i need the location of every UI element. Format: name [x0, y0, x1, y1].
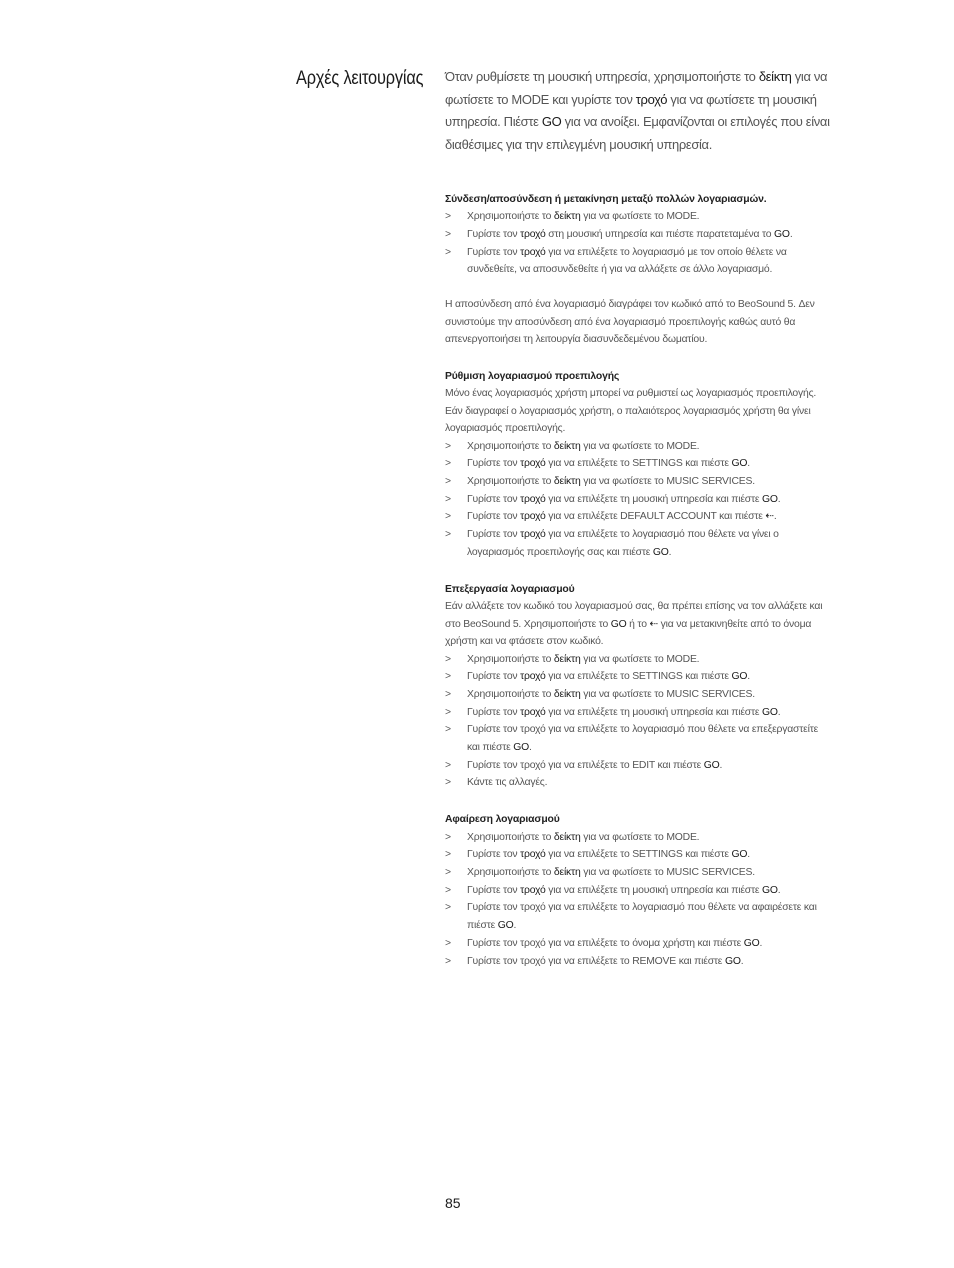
step-marker: >: [445, 511, 451, 523]
step-marker: >: [445, 759, 451, 771]
emphasis-term: GO: [541, 114, 562, 130]
step-item: > Γυρίστε τον τροχό για να επιλέξετε το SETTINGS και πιέστε GO.: [445, 668, 830, 686]
emphasis-term: δείκτη: [553, 476, 581, 488]
emphasis-term: GO: [652, 546, 669, 558]
step-marker: >: [445, 493, 451, 505]
emphasis-term: τροχό: [520, 458, 546, 470]
step-marker: >: [445, 246, 451, 258]
step-item: > Γυρίστε τον τροχό για να επιλέξετε το λογαριασμό με τον οποίο θέλετε να συνδεθείτε, να αποσυνδεθείτε ή για να αλλάξετε σε άλλο λογαριασμό.: [445, 244, 830, 279]
emphasis-term: GO: [762, 706, 778, 718]
step-item: > Γυρίστε τον τροχό για να επιλέξετε τη μουσική υπηρεσία και πιέστε GO.: [445, 882, 830, 900]
emphasis-term: δείκτη: [553, 653, 581, 665]
step-item: > Κάντε τις αλλαγές.: [445, 774, 830, 792]
step-list: [445, 651, 830, 793]
section-heading: Επεξεργασία λογαριασμού: [445, 583, 575, 595]
emphasis-term: GO: [513, 742, 529, 754]
section-title: Αρχές λειτουργίας: [296, 68, 424, 89]
step-marker: >: [445, 671, 451, 683]
step-item: > Γυρίστε τον τροχό για να επιλέξετε το λογαριασμό που θέλετε να επεξεργαστείτε και πιέστε GO.: [445, 721, 830, 756]
section-remove-account: [445, 811, 830, 970]
step-marker: >: [445, 211, 451, 223]
step-marker: >: [445, 902, 451, 914]
step-item: > Χρησιμοποιήστε το δείκτη για να φωτίσετε το MODE.: [445, 438, 830, 456]
step-list: [445, 829, 830, 971]
step-item: > Γυρίστε τον τροχό για να επιλέξετε το όνομα χρήστη και πιέστε GO.: [445, 935, 830, 953]
step-item: > Χρησιμοποιήστε το δείκτη για να φωτίσετε το MUSIC SERVICES.: [445, 473, 830, 491]
emphasis-term: GO: [497, 920, 514, 932]
step-item: > Γυρίστε τον τροχό για να επιλέξετε το λογαριασμό που θέλετε να γίνει ο λογαριασμός προεπιλογής σας και πιέστε GO.: [445, 526, 830, 561]
step-marker: >: [445, 777, 451, 789]
step-item: > Χρησιμοποιήστε το δείκτη για να φωτίσετε το MODE.: [445, 651, 830, 669]
step-marker: >: [445, 688, 451, 700]
emphasis-term: τροχό: [635, 91, 668, 107]
emphasis-term: τροχό: [520, 246, 546, 258]
step-marker: >: [445, 458, 451, 470]
step-marker: >: [445, 724, 451, 736]
step-item: > Γυρίστε τον τροχό για να επιλέξετε τη μουσική υπηρεσία και πιέστε GO.: [445, 704, 830, 722]
step-list: [445, 208, 830, 279]
emphasis-term: τροχό: [520, 706, 546, 718]
section-description: Εάν αλλάξετε τον κωδικό του λογαριασμού σας, θα πρέπει επίσης να τον αλλάξετε και στο BeoSound 5. Χρησιμοποιήστε το GO ή το ⇠ για να μετακινηθείτε από το όνομα χρήστη και να φτάσετε στον κωδικό.: [445, 601, 823, 648]
emphasis-term: GO: [610, 618, 627, 630]
page-number: 85: [445, 1195, 461, 1211]
main-content: [445, 66, 830, 989]
emphasis-term: GO: [703, 759, 720, 771]
emphasis-term: GO: [731, 671, 748, 683]
emphasis-term: δείκτη: [553, 440, 581, 452]
emphasis-term: GO: [762, 493, 778, 505]
step-item: > Γυρίστε τον τροχό στη μουσική υπηρεσία και πιέστε παρατεταμένα το GO.: [445, 226, 830, 244]
emphasis-term: δείκτη: [758, 69, 792, 84]
step-marker: >: [445, 476, 451, 488]
step-item: > Χρησιμοποιήστε το δείκτη για να φωτίσετε το MODE.: [445, 829, 830, 847]
emphasis-term: GO: [743, 937, 760, 949]
step-marker: >: [445, 440, 451, 452]
step-list: [445, 438, 830, 562]
step-item: > Γυρίστε τον τροχό για να επιλέξετε το EDIT και πιέστε GO.: [445, 757, 830, 775]
step-item: > Χρησιμοποιήστε το δείκτη για να φωτίσετε το MODE.: [445, 208, 830, 226]
section-edit-account: [445, 581, 830, 793]
step-marker: >: [445, 867, 451, 879]
section-default-account: [445, 368, 830, 562]
step-item: > Γυρίστε τον τροχό για να επιλέξετε τη μουσική υπηρεσία και πιέστε GO.: [445, 491, 830, 509]
emphasis-term: δείκτη: [553, 688, 581, 700]
step-item: > Χρησιμοποιήστε το δείκτη για να φωτίσετε το MUSIC SERVICES.: [445, 864, 830, 882]
step-marker: >: [445, 955, 451, 967]
emphasis-term: δείκτη: [553, 867, 581, 879]
emphasis-term: τροχό: [520, 511, 546, 523]
emphasis-term: τροχό: [520, 671, 546, 683]
step-item: > Χρησιμοποιήστε το δείκτη για να φωτίσετε το MUSIC SERVICES.: [445, 686, 830, 704]
step-marker: >: [445, 706, 451, 718]
section-description: Μόνο ένας λογαριασμός χρήστη μπορεί να ρυθμιστεί ως λογαριασμός προεπιλογής. Εάν διαγραφεί ο λογαριασμός χρήστη, ο παλαιότερος λογαριασμός χρήστη θα γίνει λογαριασμός προεπιλογής.: [445, 388, 817, 435]
emphasis-term: GO: [731, 458, 748, 470]
emphasis-term: δείκτη: [553, 211, 581, 223]
emphasis-term: τροχό: [520, 884, 546, 896]
emphasis-term: τροχό: [520, 493, 546, 505]
emphasis-term: τροχό: [520, 229, 546, 241]
emphasis-term: ⇠: [649, 618, 658, 630]
step-marker: >: [445, 529, 451, 541]
step-item: > Γυρίστε τον τροχό για να επιλέξετε το SETTINGS και πιέστε GO.: [445, 846, 830, 864]
section-heading: Αφαίρεση λογαριασμού: [445, 814, 560, 826]
step-item: > Γυρίστε τον τροχό για να επιλέξετε DEFAULT ACCOUNT και πιέστε ⇠.: [445, 508, 830, 526]
step-item: > Γυρίστε τον τροχό για να επιλέξετε το SETTINGS και πιέστε GO.: [445, 455, 830, 473]
step-item: > Γυρίστε τον τροχό για να επιλέξετε το λογαριασμό που θέλετε να αφαιρέσετε και πιέστε GO.: [445, 899, 830, 934]
section-heading: Σύνδεση/αποσύνδεση ή μετακίνηση μεταξύ πολλών λογαριασμών.: [445, 193, 767, 205]
intro-paragraph: Όταν ρυθμίσετε τη μουσική υπηρεσία, χρησιμοποιήστε το δείκτη για να φωτίσετε το MODE και γυρίστε τον τροχό για να φωτίσετε τη μουσική υπηρεσία. Πιέστε GO για να ανοίξει. Εμφανίζονται οι επιλογές που είναι διαθέσιμες για την επιλεγμένη μουσική υπηρεσία.: [445, 69, 830, 153]
emphasis-term: δείκτη: [553, 831, 581, 843]
step-marker: >: [445, 653, 451, 665]
step-marker: >: [445, 849, 451, 861]
emphasis-term: τροχό: [520, 849, 546, 861]
emphasis-term: GO: [762, 884, 778, 896]
emphasis-term: GO: [731, 849, 748, 861]
step-marker: >: [445, 884, 451, 896]
emphasis-term: GO: [724, 955, 741, 967]
step-marker: >: [445, 229, 451, 241]
note-paragraph: Η αποσύνδεση από ένα λογαριασμό διαγράφει τον κωδικό από το BeoSound 5. Δεν συνιστούμε την αποσύνδεση από ένα λογαριασμό προεπιλογής καθώς αυτό θα απενεργοποιήσει τη λειτουργία διασυνδεδεμένου δωματίου.: [445, 299, 815, 346]
emphasis-term: ⇠: [765, 511, 774, 523]
step-marker: >: [445, 831, 451, 843]
section-connect-accounts: [445, 191, 830, 349]
step-marker: >: [445, 937, 451, 949]
section-heading: Ρύθμιση λογαριασμού προεπιλογής: [445, 370, 620, 382]
emphasis-term: GO: [774, 229, 790, 241]
step-item: > Γυρίστε τον τροχό για να επιλέξετε το REMOVE και πιέστε GO.: [445, 953, 830, 971]
emphasis-term: τροχό: [520, 529, 546, 541]
